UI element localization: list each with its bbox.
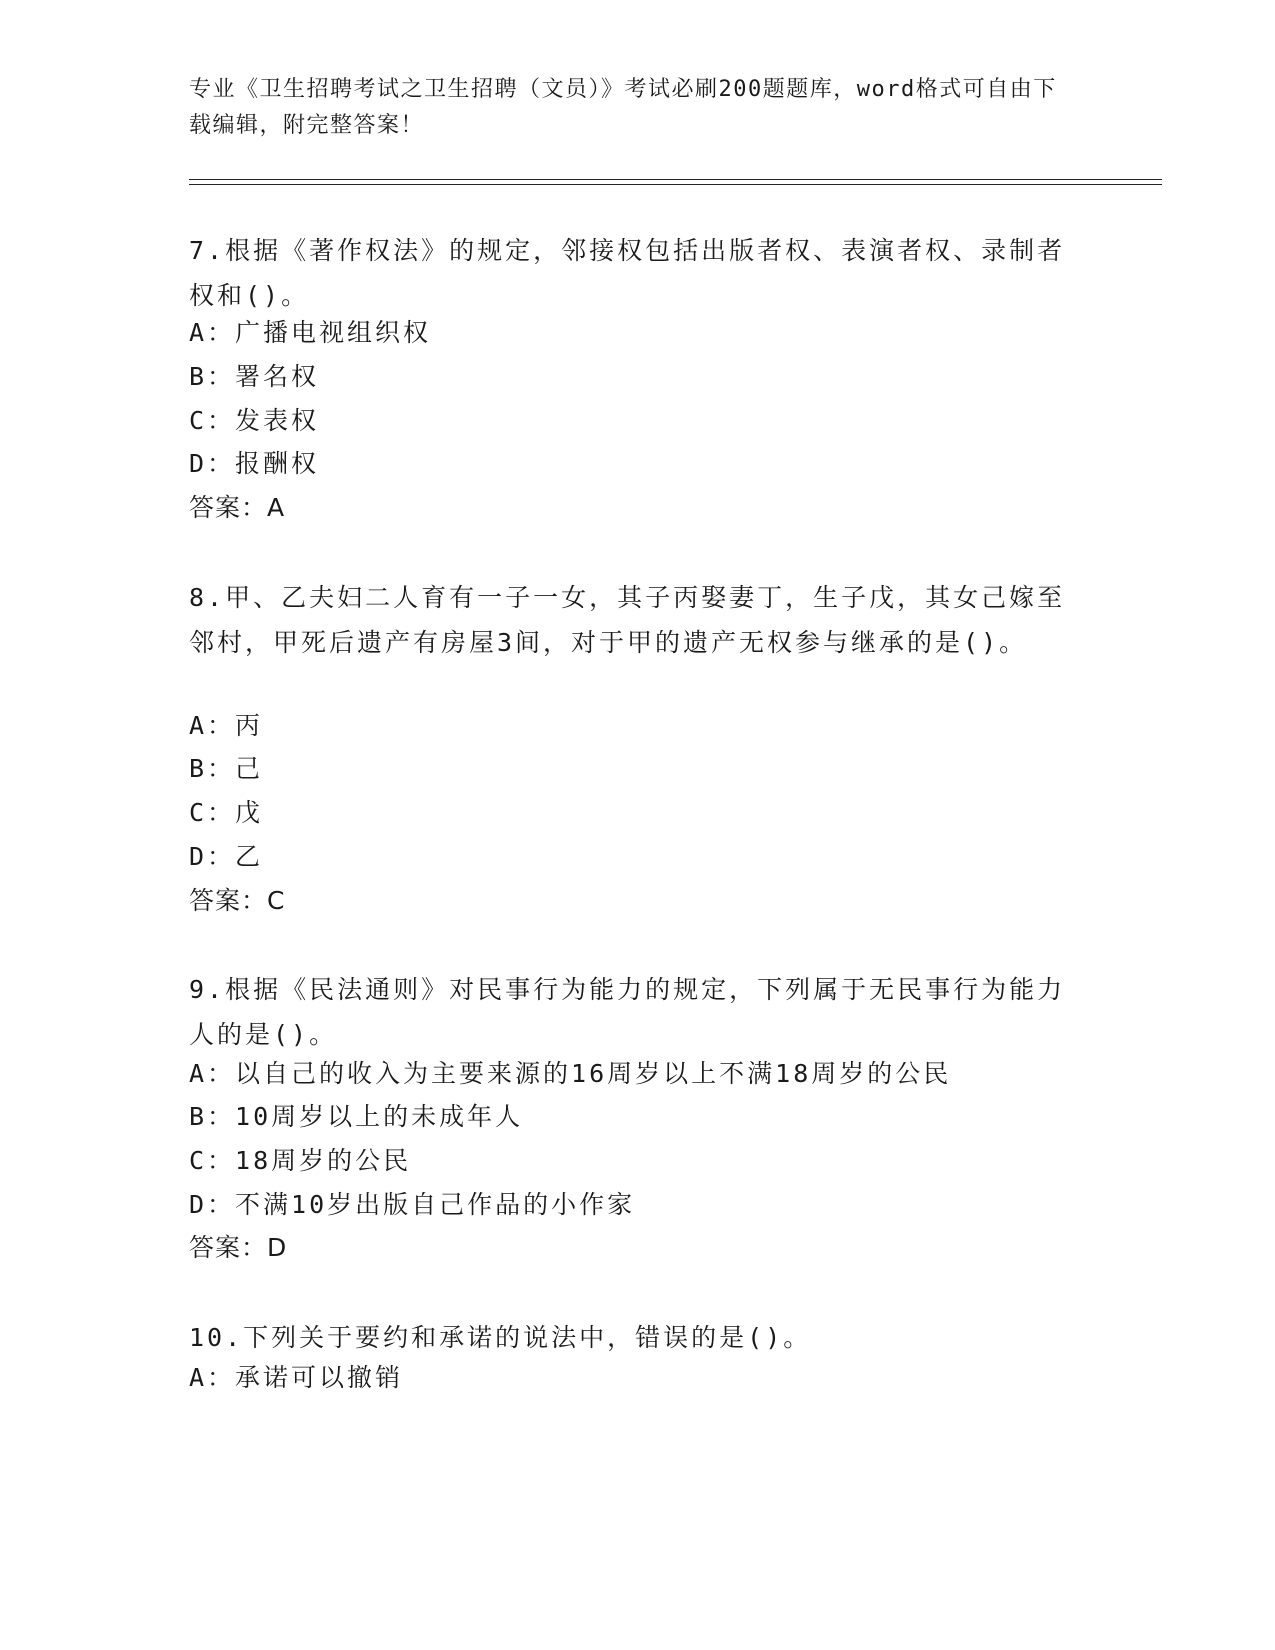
question-7-answer: 答案：A [189, 493, 286, 522]
question-7-text: 7.根据《著作权法》的规定，邻接权包括出版者权、表演者权、录制者权和()。 [189, 236, 1066, 310]
question-8-option-d: D：乙 [189, 842, 264, 871]
question-9-option-b: B：10周岁以上的未成年人 [189, 1102, 524, 1131]
question-8-option-b: B：己 [189, 754, 264, 783]
question-8-text: 8.甲、乙夫妇二人育有一子一女，其子丙娶妻丁，生子戊，其女己嫁至邻村，甲死后遗产有房屋3间，对于甲的遗产无权参与继承的是()。 [189, 583, 1066, 657]
question-7-option-d: D：报酬权 [189, 449, 320, 478]
header-divider-bottom [189, 184, 1162, 185]
question-10-text: 10.下列关于要约和承诺的说法中，错误的是()。 [189, 1323, 812, 1352]
question-7-option-a: A：广播电视组织权 [189, 318, 432, 347]
document-intro: 专业《卫生招聘考试之卫生招聘（文员）》考试必刷200题题库，word格式可自由下载编辑，附完整答案！ [189, 77, 1057, 138]
question-8-option-a: A：丙 [189, 711, 264, 740]
question-7-option-c: C：发表权 [189, 406, 320, 435]
question-9-option-d: D：不满10岁出版自己作品的小作家 [189, 1190, 636, 1219]
question-8-option-c: C：戊 [189, 798, 264, 827]
header-divider-top [189, 179, 1162, 180]
question-9-text: 9.根据《民法通则》对民事行为能力的规定，下列属于无民事行为能力人的是()。 [189, 975, 1066, 1049]
question-9-option-c: C：18周岁的公民 [189, 1146, 412, 1175]
question-9-option-a: A：以自己的收入为主要来源的16周岁以上不满18周岁的公民 [189, 1059, 952, 1088]
question-8-answer: 答案：C [189, 886, 286, 915]
question-10-option-a: A：承诺可以撤销 [189, 1363, 404, 1392]
question-9-answer: 答案：D [189, 1233, 288, 1262]
question-7-option-b: B：署名权 [189, 362, 320, 391]
